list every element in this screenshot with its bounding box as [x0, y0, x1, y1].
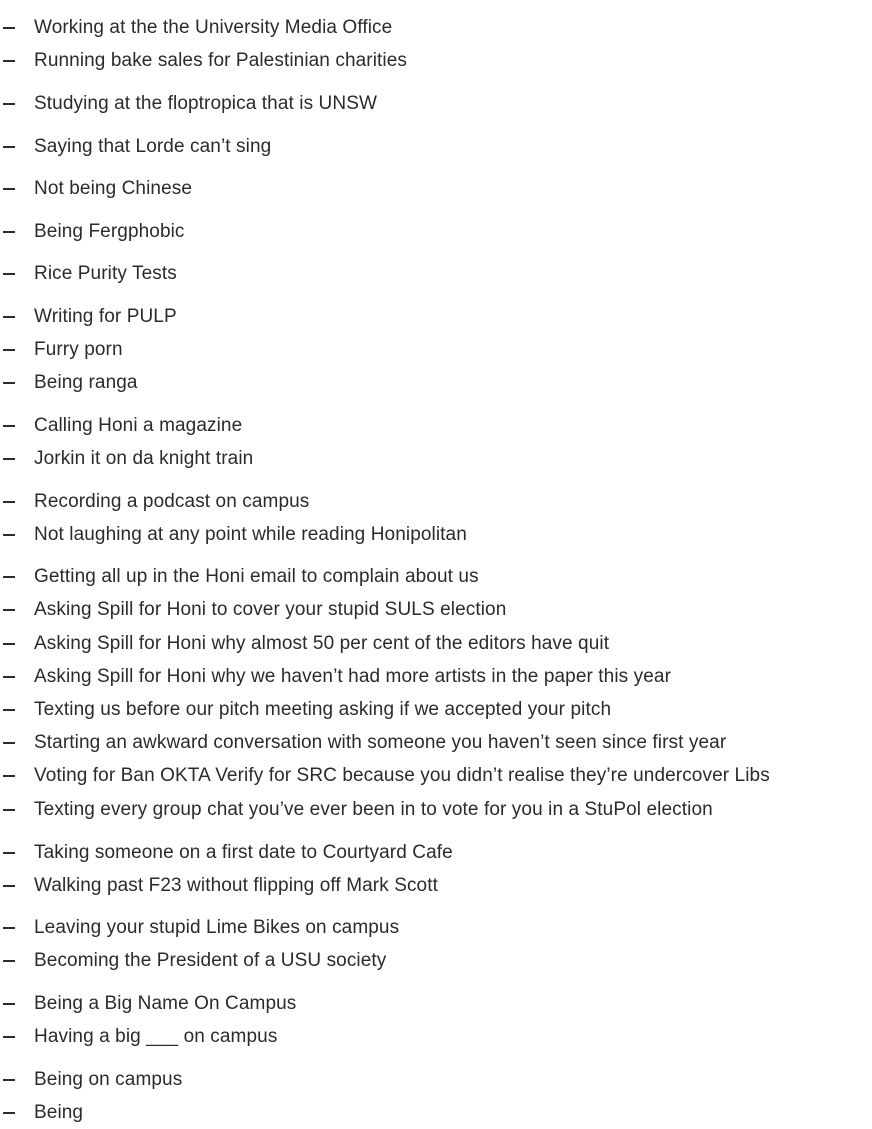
list-item [0, 695, 860, 725]
dash-bullet-icon [3, 809, 15, 811]
list-item-text: Texting us before our pitch meeting asking if we accepted your pitch [34, 699, 612, 720]
list-item [0, 795, 860, 825]
list-item [0, 629, 860, 659]
list-item [0, 89, 860, 119]
dash-bullet-icon [3, 885, 15, 887]
dash-bullet-icon [3, 458, 15, 460]
list-item-text: Voting for Ban OKTA Verify for SRC because you didn’t realise they’re undercover Libs [34, 765, 770, 786]
list-item-text: Working at the the University Media Office [34, 17, 393, 38]
list-item-text: Walking past F23 without flipping off Mark Scott [34, 875, 438, 896]
list-item-text: Studying at the floptropica that is UNSW [34, 93, 377, 114]
dash-bullet-icon [3, 382, 15, 384]
list-item [0, 259, 860, 289]
list-item-text: Being a Big Name On Campus [34, 993, 297, 1014]
list-item [0, 520, 860, 550]
dash-bullet-icon [3, 609, 15, 611]
list-item-text: Rice Purity Tests [34, 263, 177, 284]
list-item [0, 487, 860, 517]
dash-bullet-icon [3, 60, 15, 62]
list-item-text: Saying that Lorde can’t sing [34, 136, 272, 157]
dash-bullet-icon [3, 501, 15, 503]
list-item-text: Being ranga [34, 372, 138, 393]
dash-bullet-icon [3, 27, 15, 29]
list-item-text: Recording a podcast on campus [34, 491, 310, 512]
dash-bullet-icon [3, 316, 15, 318]
list-item [0, 1098, 860, 1128]
list-item-text: Running bake sales for Palestinian charities [34, 50, 407, 71]
dash-bullet-icon [3, 676, 15, 678]
list-item-text: Furry porn [34, 339, 123, 360]
list-item [0, 174, 860, 204]
dash-bullet-icon [3, 1003, 15, 1005]
list-item [0, 838, 860, 868]
list-item-text: Starting an awkward conversation with someone you haven’t seen since first year [34, 732, 727, 753]
dash-bullet-icon [3, 103, 15, 105]
dash-bullet-icon [3, 643, 15, 645]
dash-bullet-icon [3, 852, 15, 854]
dash-bullet-icon [3, 775, 15, 777]
list-item [0, 411, 860, 441]
list-item [0, 46, 860, 76]
list-item [0, 444, 860, 474]
list-item [0, 913, 860, 943]
dash-bullet-icon [3, 231, 15, 233]
dash-bullet-icon [3, 1036, 15, 1038]
list-item [0, 989, 860, 1019]
dash-bullet-icon [3, 146, 15, 148]
list-item [0, 595, 860, 625]
list-item-text: Being Fergphobic [34, 221, 185, 242]
dash-bullet-icon [3, 709, 15, 711]
list-item [0, 1022, 860, 1052]
list-item-text: Texting every group chat you’ve ever been in to vote for you in a StuPol election [34, 799, 713, 820]
dash-bullet-icon [3, 534, 15, 536]
list-item-text: Not laughing at any point while reading Honipolitan [34, 524, 467, 545]
dash-bullet-icon [3, 425, 15, 427]
dash-bullet-icon [3, 188, 15, 190]
list-item [0, 728, 860, 758]
list-item-text: Asking Spill for Honi why we haven’t had more artists in the paper this year [34, 666, 672, 687]
list-item [0, 946, 860, 976]
dash-bullet-icon [3, 1079, 15, 1081]
list-item [0, 13, 860, 43]
dash-bullet-icon [3, 576, 15, 578]
list-item-text: Asking Spill for Honi why almost 50 per cent of the editors have quit [34, 633, 610, 654]
list-item-text: Asking Spill for Honi to cover your stupid SULS election [34, 599, 507, 620]
list-item [0, 335, 860, 365]
list-item [0, 871, 860, 901]
list-item-text: Being on campus [34, 1069, 183, 1090]
list-item [0, 132, 860, 162]
list-item-text: Having a big ___ on campus [34, 1026, 278, 1047]
list-item-text: Getting all up in the Honi email to complain about us [34, 566, 479, 587]
list-item-text: Writing for PULP [34, 306, 177, 327]
list-item-text: Calling Honi a magazine [34, 415, 243, 436]
dash-bullet-icon [3, 927, 15, 929]
list-item [0, 302, 860, 332]
dash-bullet-icon [3, 273, 15, 275]
list-item [0, 217, 860, 247]
list-item [0, 562, 860, 592]
dash-bullet-icon [3, 742, 15, 744]
list-item-text: Becoming the President of a USU society [34, 950, 387, 971]
list-item-text: Not being Chinese [34, 178, 193, 199]
list-item-text: Leaving your stupid Lime Bikes on campus [34, 917, 400, 938]
list-item-text: Jorkin it on da knight train [34, 448, 254, 469]
list-item [0, 662, 860, 692]
list-item [0, 1065, 860, 1095]
list-item-text: Being [34, 1102, 84, 1123]
list-item [0, 761, 860, 791]
dash-bullet-icon [3, 960, 15, 962]
list-item-text: Taking someone on a first date to Courtyard Cafe [34, 842, 453, 863]
dash-bullet-icon [3, 1112, 15, 1114]
list-item [0, 368, 860, 398]
dash-bullet-icon [3, 349, 15, 351]
